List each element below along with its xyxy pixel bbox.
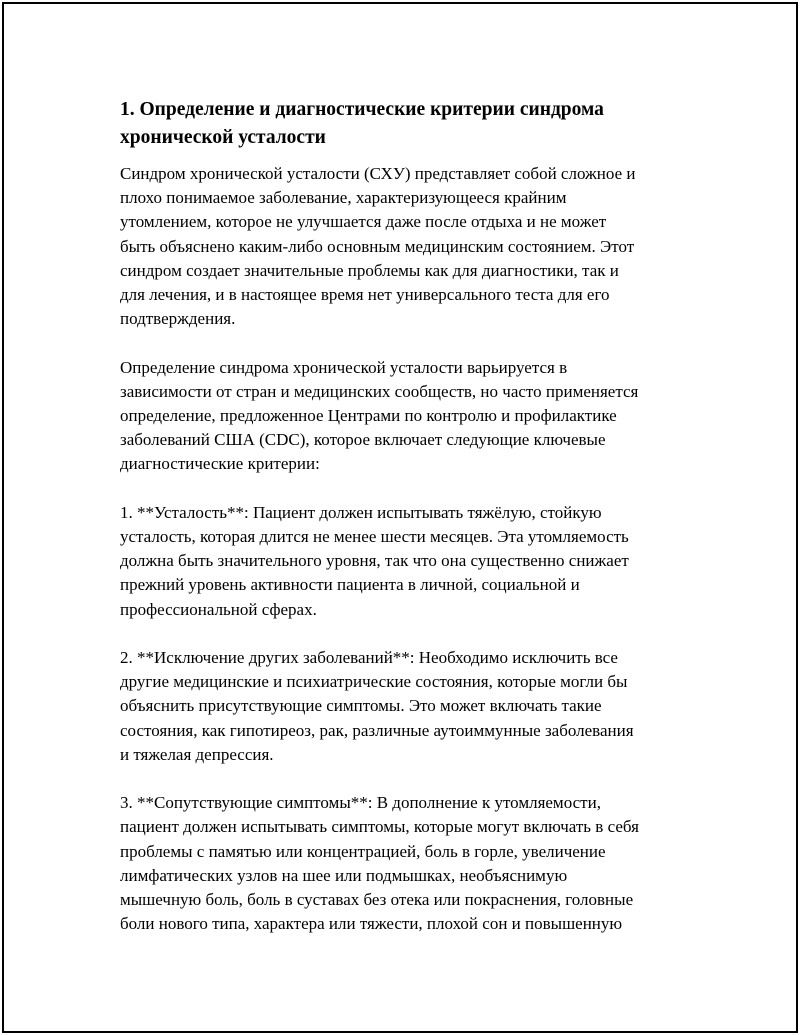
paragraph-criterion-exclusion: 2. **Исключение других заболеваний**: Необходимо исключить все другие медицинские и психиатрические состояния, которые могли бы объяснить присутствующие симптомы. Это может включать такие состояния, как гипотиреоз, рак, различные аутоиммунные заболевания и тяжелая депрессия.	[120, 648, 634, 764]
paragraph-intro: Синдром хронической усталости (СХУ) представляет собой сложное и плохо понимаемое заболевание, характеризующееся крайним утомлением, которое не улучшается даже после отдыха и не может быть объяснено каким-либо основным медицинским состоянием. Этот синдром создает значительные проблемы как для диагностики, так и для лечения, и в настоящее время нет универсального теста для его подтверждения.	[120, 164, 636, 329]
paragraph-criterion-fatigue: 1. **Усталость**: Пациент должен испытывать тяжёлую, стойкую усталость, которая длится не менее шести месяцев. Эта утомляемость должна быть значительного уровня, так что она существенно снижает прежний уровень активности пациента в личной, социальной и профессиональной сферах.	[120, 502, 629, 619]
section-heading: 1. Определение и диагностические критерии синдрома хронической усталости	[120, 99, 604, 148]
document-content	[120, 96, 690, 961]
paragraph-definition: Определение синдрома хронической усталости варьируется в зависимости от стран и медицинских сообществ, но часто применяется определение, предложенное Центрами по контролю и профилактике заболеваний США (CDC), которое включает следующие ключевые диагностические критерии:	[120, 357, 639, 474]
paragraph-criterion-symptoms: 3. **Сопутствующие симптомы**: В дополнение к утомляемости, пациент должен испытывать симптомы, которые могут включать в себя проблемы с памятью или концентрацией, боль в горле, увеличение лимфатических узлов на шее или подмышках, необъяснимую мышечную боль, боль в суставах без отека или покраснения, головные боли нового типа, характера или тяжести, плохой сон и повышенную	[120, 793, 639, 934]
document-page	[2, 2, 798, 1033]
